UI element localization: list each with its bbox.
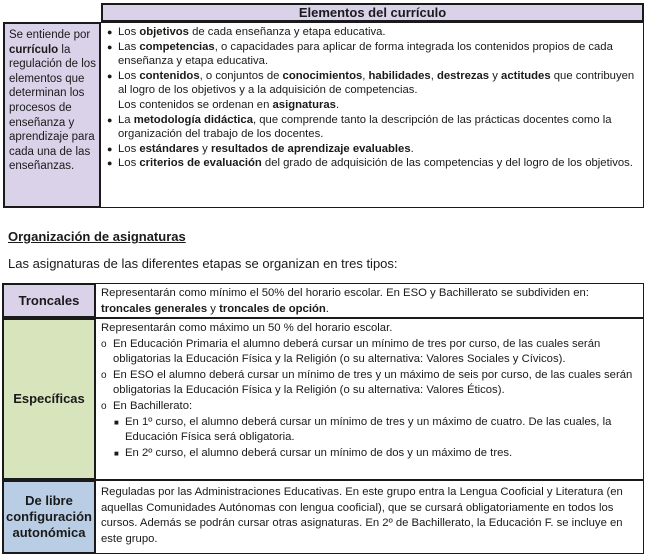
item-text: , o conjuntos de	[199, 69, 283, 82]
definition-pre: Se entiende por	[9, 29, 91, 41]
item-text: La	[118, 113, 134, 126]
item-bold: estándares	[139, 142, 200, 155]
square-bullet-icon: ■	[114, 417, 119, 427]
item-bold: habilidades	[368, 69, 431, 82]
list-item	[101, 415, 637, 446]
bullet-icon: ●	[107, 70, 113, 81]
list-item	[101, 399, 637, 415]
section-intro: Las asignaturas de las diferentes etapas se organizan en tres tipos:	[8, 256, 398, 271]
list-item	[107, 142, 637, 157]
item-bold: asignaturas	[272, 98, 336, 111]
item-text: .	[410, 142, 414, 155]
item-text: En ESO el alumno deberá cursar un mínimo de tres y un máximo de seis por curso, de las cuales serán obligatorias la Educación Física y la Religión (o su alternativa: Valores Éticos).	[113, 368, 633, 397]
item-text: En 1º curso, el alumno deberá cursar un mínimo de tres y un máximo de cuatro. De las cuales, la Educación Física será obligatoria.	[125, 415, 612, 444]
square-bullet-icon: ■	[114, 448, 119, 458]
item-bold: metodología didáctica	[133, 113, 253, 126]
bullet-icon: ●	[107, 143, 113, 154]
list-item	[107, 40, 637, 69]
item-text: Los	[118, 26, 140, 38]
item-bold: actitudes	[501, 69, 551, 82]
bullet-icon: ●	[107, 27, 113, 37]
item-text: Los	[118, 157, 140, 170]
list-item	[101, 337, 637, 368]
item-text: Las	[118, 40, 140, 53]
item-text: Los contenidos se ordenan en	[118, 98, 273, 111]
item-text: de cada enseñanza y etapa educativa.	[188, 26, 386, 38]
circle-bullet-icon: o	[101, 369, 107, 381]
item-text: En 2º curso, el alumno deberá cursar un mínimo de dos y un máximo de tres.	[125, 446, 513, 459]
especificas-content	[96, 318, 644, 480]
curriculum-element-list	[107, 25, 637, 171]
item-text: Los	[118, 142, 140, 155]
item-text: En Educación Primaria el alumno deberá cursar un mínimo de tres por curso, de las cuales serán obligatorias la Educación Física y la Religión (o su alternativa: Valores Sociales y Cívicos).	[113, 337, 601, 366]
troncales-label: Troncales	[2, 283, 96, 318]
especificas-label: Específicas	[2, 318, 96, 480]
circle-bullet-icon: o	[101, 400, 107, 412]
curriculum-header: Elementos del currículo	[101, 3, 644, 22]
item-bold: conocimientos	[282, 69, 363, 82]
list-item	[107, 69, 637, 113]
item-text: y	[489, 69, 502, 82]
list-item	[101, 446, 637, 462]
item-text: , que comprende tanto la descripción de las prácticas docentes como la organización del trabajo de los docentes.	[118, 113, 612, 141]
libre-content: Reguladas por las Administraciones Educativas. En este grupo entra la Lengua Cooficial y Literatura (en aquellas Comunidades Autónomas con lengua cooficial), que se cursará obligatoriamente en todos los cursos. Además se podrán cursar otras asignaturas. En 2º de Bachillerato, la Educación F. se incluye en este grupo.	[96, 480, 644, 554]
bullet-icon: ●	[107, 158, 113, 169]
item-text: del grado de adquisición de las competencias y del logro de los objetivos.	[261, 157, 633, 170]
definition-term: currículo	[9, 43, 59, 56]
item-text: ,	[362, 69, 369, 82]
list-item	[107, 156, 637, 171]
item-text: , o capacidades para aplicar de forma integrada los contenidos propios de cada enseñanza y etapa educativa.	[118, 40, 613, 68]
curriculum-elements	[101, 22, 644, 208]
item-text: que contribuyen al logro de los objetivos y a la adquisición de competencias.	[118, 69, 635, 97]
list-item	[107, 25, 637, 40]
bullet-icon: ●	[107, 114, 113, 125]
item-bold: competencias	[139, 40, 215, 53]
troncales-text: Representarán como mínimo el 50% del horario escolar. En ESO y Bachillerato se subdividen en:	[101, 287, 589, 299]
list-item	[107, 113, 637, 142]
troncales-text: .	[325, 302, 329, 315]
item-text: En Bachillerato:	[113, 399, 193, 412]
libre-label: De libre configuración autonómica	[2, 480, 96, 554]
curriculum-definition	[3, 22, 101, 208]
item-text: Los	[118, 69, 140, 82]
item-text: .	[335, 98, 340, 111]
item-text: ,	[430, 69, 437, 82]
definition-post: la regulación de los elementos que determinan los procesos de enseñanza y aprendizaje para cada una de las enseñanzas.	[9, 43, 96, 173]
especificas-intro: Representarán como máximo un 50 % del horario escolar.	[101, 322, 393, 334]
item-bold: criterios de evaluación	[139, 157, 262, 170]
section-title: Organización de asignaturas	[8, 229, 186, 244]
item-text: y	[199, 142, 211, 155]
list-item	[101, 368, 637, 399]
item-bold: resultados de aprendizaje evaluables	[210, 142, 411, 155]
bullet-icon: ●	[107, 41, 113, 52]
item-bold: destrezas	[436, 69, 490, 82]
troncales-bold: troncales generales	[101, 302, 208, 315]
troncales-text: y	[207, 302, 220, 315]
circle-bullet-icon: o	[101, 338, 107, 350]
troncales-content	[96, 283, 644, 318]
item-bold: objetivos	[139, 26, 189, 38]
troncales-bold: troncales de opción	[219, 302, 326, 315]
item-bold: contenidos	[139, 69, 200, 82]
